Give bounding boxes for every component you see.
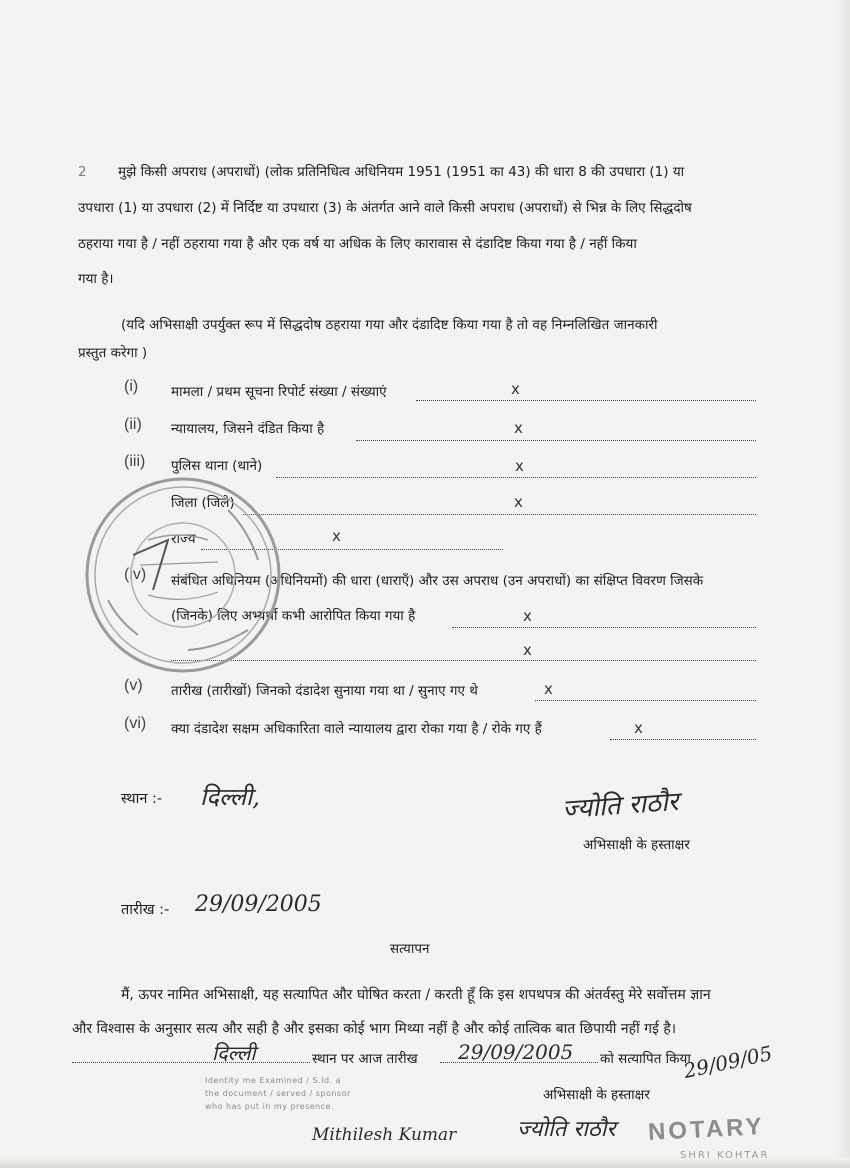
item-v-number: (v) [124,677,143,694]
item-ii-value: x [514,419,523,437]
para2-line3: ठहराया गया है / नहीं ठहराया गया है और एक वर्ष या अधिक के लिए कारावास से दंडादिष्ट किया गया है / नहीं किया [78,236,637,252]
item-ii-number: (ii) [124,416,142,433]
state-label: राज्य [171,531,196,547]
item-vi-value: x [634,719,643,737]
circular-seal-stamp [78,470,288,680]
item-v-line [535,700,756,701]
notary-stamp: NOTARY [647,1112,766,1147]
verification-signature-caption: अभिसाक्षी के हस्ताक्षर [543,1087,650,1103]
stamp-date-handwritten: 29/09/05 [681,1040,775,1084]
item-iv-number: (iv) [124,566,147,583]
item-iii-label: पुलिस थाना (थाने) [171,458,263,474]
item-iv-line2: (जिनके) लिए अभ्यर्थी कभी आरोपित किया गया है [171,608,416,624]
item-iv-line1: संबंधित अधिनियम (अधिनियमों) की धारा (धाराएँ) और उस अपराध (उन अपराधों) का संक्षिप्त विवरण जिसके [171,573,704,589]
district-line [243,514,756,515]
item-iv-value: x [523,607,532,625]
item-iii-value: x [515,457,524,475]
district-label: जिला (जिले) [171,495,235,511]
verification-line2: और विश्वास के अनुसार सत्य और सही है और इसका कोई भाग मिथ्या नहीं है और कोई तात्विक बात छिपायी नहीं गई है। [72,1021,677,1037]
item-i-number: (i) [124,378,139,395]
item-ii-line [356,440,756,441]
para2-line4: गया है। [78,271,114,287]
verification-place-handwritten: दिल्ली [212,1041,256,1065]
verification-end-text: को सत्यापित किया [600,1051,691,1067]
signature-caption: अभिसाक्षी के हस्ताक्षर [583,837,690,853]
faint-stamp-line3: who has put in my presence. [205,1102,335,1111]
notary-stamp-sub: SHRI KOHTAR [680,1150,770,1161]
verification-date-handwritten: 29/09/2005 [458,1040,574,1064]
item-i-line [416,400,756,401]
page-edge-shadow [836,0,850,1168]
faint-stamp-line2: the document / served / sponsor [205,1089,351,1098]
instruction-line2: प्रस्तुत करेगा ) [78,345,148,361]
verification-place-line [72,1062,310,1063]
date-handwritten: 29/09/2005 [195,892,322,917]
verification-line1: मैं, ऊपर नामित अभिसाक्षी, यह सत्यापित और घोषित करता / करती हूँ कि इस शपथपत्र की अंतर्वस्तु मेरे सर्वोत्तम ज्ञान [121,987,711,1003]
place-handwritten: दिल्ली, [200,783,260,811]
para2-line1: मुझे किसी अपराध (अपराधों) (लोक प्रतिनिधित्व अधिनियम 1951 (1951 का 43) की धारा 8 की उपधारा (1) या [118,164,685,180]
item-v-label: तारीख (तारीखों) जिनको दंडादेश सुनाया गया था / सुनाए गए थे [171,683,478,699]
item-iv-line-a [452,627,756,628]
verification-title: सत्यापन [390,941,430,957]
verification-signature: ज्योति राठौर [517,1117,616,1142]
item-v-value: x [544,680,553,698]
verification-mid-text: स्थान पर आज तारीख [312,1051,418,1067]
state-value: x [332,527,341,545]
paragraph-number: 2 [78,164,87,180]
item-vi-number: (vi) [124,715,147,732]
date-label: तारीख :- [121,902,170,918]
para2-line2: उपधारा (1) या उपधारा (2) में निर्दिष्ट या उपधारा (3) के अंतर्गत आने वाले किसी अपराध (अपराधों) से भिन्न के लिए सिद्धदोष [78,200,692,216]
place-label: स्थान :- [121,791,163,807]
deponent-signature: ज्योति राठौर [561,786,680,826]
instruction-line1: (यदि अभिसाक्षी उपर्युक्त रूप में सिद्धदोष ठहराया गया और दंडादिष्ट किया गया है तो वह निम्नलिखित जानकारी [121,317,658,333]
item-i-value: x [511,380,520,398]
item-ii-label: न्यायालय, जिसने दंडित किया है [171,421,325,437]
item-iii-number: (iii) [124,453,146,470]
item-i-label: मामला / प्रथम सूचना रिपोर्ट संख्या / संख्याएं [171,384,387,400]
item-vi-line [610,739,756,740]
item-iii-line [276,477,756,478]
notary-signature: Mithilesh Kumar [312,1125,457,1145]
faint-stamp-line1: Identity me Examined / S.Id. a [205,1076,342,1085]
item-vi-label: क्या दंडादेश सक्षम अधिकारिता वाले न्यायालय द्वारा रोका गया है / रोके गए हैं [171,721,542,737]
district-value: x [514,493,523,511]
item-iv-value2: x [523,641,532,659]
